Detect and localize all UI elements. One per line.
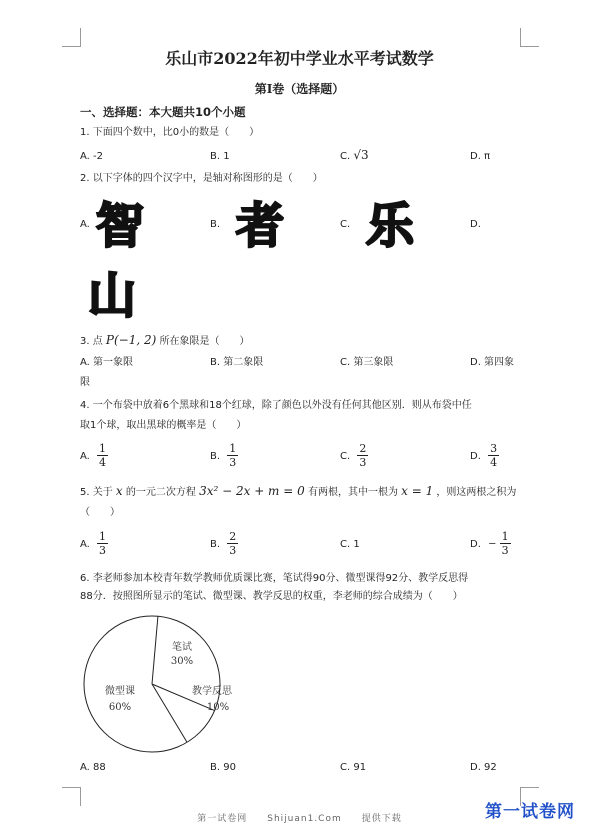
page-footer: 第一试卷网 Shijuan1.Com 提供下载 bbox=[197, 814, 402, 824]
q5-variable: x bbox=[115, 484, 123, 498]
q1-option-c bbox=[340, 148, 369, 164]
q6-option-a: A. 88 bbox=[80, 762, 106, 773]
q5-option-c: C. 1 bbox=[340, 539, 360, 550]
q5-option-a-fraction: $\frac{1}{3}$ bbox=[99, 530, 107, 557]
q6-option-c: C. 91 bbox=[340, 762, 367, 773]
q1-option-c-value: √3 bbox=[353, 148, 369, 162]
q5-option-a bbox=[80, 530, 108, 557]
q4-option-d-label: D. bbox=[470, 450, 481, 462]
question-4-line-2: 取1个球，取出黑球的概率是（ ） bbox=[80, 420, 247, 431]
q3-option-c: C. 第三象限 bbox=[340, 357, 394, 368]
q3-option-d: D. 第四象 bbox=[470, 357, 515, 368]
brand-watermark: 第一试卷网 bbox=[485, 802, 575, 822]
pie-label-2: 教学反思 bbox=[192, 686, 232, 697]
crop-mark-bottom-left bbox=[62, 787, 81, 806]
page-subtitle: 第Ⅰ卷（选择题） bbox=[254, 82, 345, 96]
question-4-line-1: 4. 一个布袋中放着6个黑球和18个红球，除了颜色以外没有任何其他区别．则从布袋中任 bbox=[80, 400, 472, 411]
q3-stem-suffix: 所在象限是（ ） bbox=[159, 336, 250, 347]
q4-option-c-fraction: $\frac{2}{3}$ bbox=[359, 442, 367, 469]
page-title: 乐山市2022年初中学业水平考试数学 bbox=[165, 49, 434, 68]
q5-option-b bbox=[210, 530, 238, 557]
pie-chart bbox=[80, 612, 240, 762]
q3-option-d-wrap: 限 bbox=[80, 377, 90, 388]
q2-char-zhe: 者 bbox=[236, 198, 285, 254]
pie-label-1: 微型课 bbox=[105, 686, 135, 697]
q5-option-d-fraction: $\frac{1}{3}$ bbox=[501, 530, 509, 557]
q5-option-b-label: B. bbox=[210, 538, 221, 550]
q4-option-c bbox=[340, 442, 368, 469]
question-1-stem: 1. 下面四个数中，比0小的数是（ ） bbox=[80, 127, 260, 138]
q4-option-c-label: C. bbox=[340, 450, 351, 462]
q4-option-b bbox=[210, 442, 238, 469]
q2-option-b-label: B. bbox=[210, 219, 221, 230]
q4-option-d-fraction: $\frac{3}{4}$ bbox=[490, 442, 498, 469]
q2-char-zhi: 智 bbox=[96, 198, 145, 254]
q5-root: x = 1 bbox=[401, 484, 434, 498]
q1-option-d: D. π bbox=[470, 151, 491, 162]
q1-option-a: A. -2 bbox=[80, 151, 103, 162]
q6-option-d: D. 92 bbox=[470, 762, 497, 773]
q4-option-d bbox=[470, 442, 499, 469]
q5-option-d bbox=[470, 530, 511, 557]
q5-stem-post: 有两根，其中一根为 bbox=[307, 487, 398, 498]
q4-option-a-label: A. bbox=[80, 450, 90, 462]
q5-equation: 3x² − 2x + m = 0 bbox=[199, 484, 305, 498]
q4-option-a bbox=[80, 442, 108, 469]
q2-option-c-label: C. bbox=[340, 219, 351, 230]
question-6-line-2: 88分．按照图所显示的笔试、微型课、教学反思的权重，李老师的综合成绩为（ ） bbox=[80, 591, 463, 602]
q5-stem-prefix: 5. 关于 bbox=[80, 487, 113, 498]
q5-option-d-sign: − bbox=[488, 538, 497, 550]
q4-option-b-fraction: $\frac{1}{3}$ bbox=[229, 442, 237, 469]
q2-char-shan: 山 bbox=[88, 268, 137, 324]
q2-option-a-label: A. bbox=[80, 219, 90, 230]
pie-percent-2: 10% bbox=[206, 702, 230, 713]
q4-option-a-fraction: $\frac{1}{4}$ bbox=[99, 442, 107, 469]
question-6-line-1: 6. 李老师参加本校青年数学教师优质课比赛，笔试得90分、微型课得92分、教学反思得 bbox=[80, 573, 469, 584]
q5-stem-middle: 的一元二次方程 bbox=[125, 487, 196, 498]
q5-option-d-label: D. bbox=[470, 538, 481, 550]
q3-stem-prefix: 3. 点 bbox=[80, 336, 103, 347]
q3-option-b: B. 第二象限 bbox=[210, 357, 264, 368]
q5-option-b-fraction: $\frac{2}{3}$ bbox=[229, 530, 237, 557]
pie-label-0: 笔试 bbox=[172, 642, 192, 653]
q3-point: P(−1, 2) bbox=[105, 333, 157, 347]
q5-option-a-label: A. bbox=[80, 538, 90, 550]
question-5-paren: （ ） bbox=[80, 507, 120, 518]
q1-option-b: B. 1 bbox=[210, 151, 230, 162]
crop-mark-top-left bbox=[62, 28, 81, 47]
q2-option-d-label: D. bbox=[470, 219, 481, 230]
q4-option-b-label: B. bbox=[210, 450, 221, 462]
question-2-stem: 2. 以下字体的四个汉字中，是轴对称图形的是（ ） bbox=[80, 173, 323, 184]
pie-percent-0: 30% bbox=[170, 656, 194, 667]
q6-option-b: B. 90 bbox=[210, 762, 236, 773]
question-3-stem bbox=[80, 333, 250, 349]
question-5-stem bbox=[80, 484, 516, 500]
q1-option-c-label: C. bbox=[340, 151, 351, 162]
q5-stem-end: ，则这两根之积为 bbox=[436, 487, 517, 498]
q2-char-le: 乐 bbox=[366, 198, 415, 254]
crop-mark-top-right bbox=[520, 28, 539, 47]
section-heading: 一、选择题：本大题共10个小题 bbox=[80, 105, 246, 119]
q3-option-a: A. 第一象限 bbox=[80, 357, 134, 368]
pie-percent-1: 60% bbox=[108, 702, 132, 713]
